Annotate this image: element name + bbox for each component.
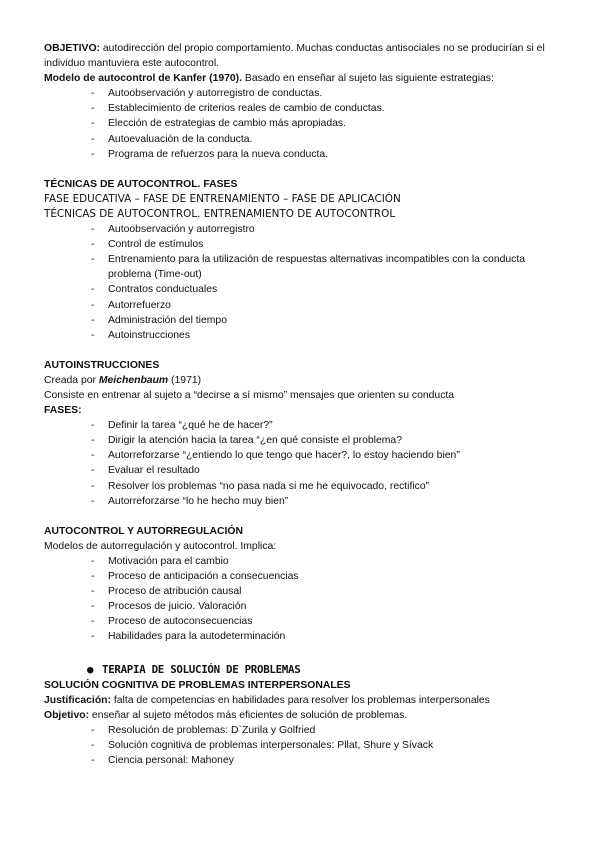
terapia-subheading: SOLUCIÓN COGNITIVA DE PROBLEMAS INTERPERSONALES (44, 679, 351, 691)
justificacion-label: Justificación: (44, 694, 111, 706)
objetivo-label: OBJETIVO: (44, 43, 101, 54)
tecnicas-phases-line: FASE EDUCATIVA – FASE DE ENTRENAMIENTO – FASE DE APLICACIÓN (44, 192, 401, 205)
list-item: - Evaluar el resultado (44, 463, 560, 478)
terapia-list (44, 723, 560, 768)
fases-list (44, 418, 560, 509)
list-item: - Procesos de juicio. Valoración (44, 599, 560, 614)
list-item: - Contratos conductuales (44, 282, 560, 297)
objetivo2-label: Objetivo: (44, 709, 90, 721)
list-item: - Habilidades para la autodeterminación (44, 629, 560, 644)
bullet-icon: ● (87, 663, 94, 677)
list-item: - Dirigir la atención hacia la tarea “¿en qué consiste el problema? (44, 433, 560, 448)
created-year: (1971) (168, 374, 202, 386)
list-item: - Solución cognitiva de problemas interpersonales: Pllat, Shure y Sívack (44, 738, 560, 753)
list-item: - Autoobservación y autorregistro de conductas. (44, 86, 560, 101)
list-item: - Proceso de anticipación a consecuencias (44, 569, 560, 584)
kanfer-paragraph (44, 71, 560, 86)
tecnicas-heading: TÉCNICAS DE AUTOCONTROL. FASES (44, 178, 238, 190)
justificacion-paragraph (44, 693, 560, 708)
justificacion-text: falta de competencias en habilidades para resolver los problemas interpersonales (110, 694, 490, 706)
autocontrol-intro: Modelos de autorregulación y autocontrol. Implica: (44, 540, 277, 552)
terapia-heading-text: TERAPIA DE SOLUCIÓN DE PROBLEMAS (102, 663, 301, 677)
list-item: - Autorreforzarse “¿entiendo lo que tengo que hacer?, lo estoy haciendo bien” (44, 448, 560, 463)
author-name: Meichenbaum (98, 374, 169, 386)
list-item: - Elección de estrategias de cambio más apropiadas. (44, 116, 560, 131)
tecnicas-training-line: TÉCNICAS DE AUTOCONTROL. ENTRENAMIENTO DE AUTOCONTROL (44, 207, 396, 220)
list-item: - Proceso de atribución causal (44, 584, 560, 599)
tecnicas-list (44, 222, 560, 343)
autoinstrucciones-heading: AUTOINSTRUCCIONES (44, 359, 160, 371)
list-item: - Administración del tiempo (44, 313, 560, 328)
autocontrol-heading: AUTOCONTROL Y AUTORREGULACIÓN (44, 525, 243, 537)
kanfer-label: Modelo de autocontrol de Kanfer (1970). (44, 73, 243, 85)
list-item: - Autoevaluación de la conducta. (44, 132, 560, 147)
kanfer-text: Basado en enseñar al sujeto las siguiente estrategias: (242, 73, 494, 85)
list-item: - Autoobservación y autorregistro (44, 222, 560, 237)
fases-label: FASES: (44, 405, 82, 417)
list-item: - Definir la tarea “¿qué he de hacer?” (44, 418, 560, 433)
autoinstrucciones-consists: Consiste en entrenar al sujeto a “decirse a sí mismo” mensajes que orienten su conducta (44, 389, 455, 401)
terapia-heading (44, 662, 560, 677)
objetivo-text: autodirección del propio comportamiento. Muchas conductas antisociales no se producirían si el individuo mantuviera este autocontrol. (44, 43, 545, 70)
created-prefix: Creada por (44, 374, 99, 386)
list-item: - Resolución de problemas: D`Zurila y Golfried (44, 723, 560, 738)
list-item: - Proceso de autoconsecuencias (44, 614, 560, 629)
list-item: - Programa de refuerzos para la nueva conducta. (44, 147, 560, 162)
list-item: - Autorrefuerzo (44, 298, 560, 313)
list-item: - Establecimiento de criterios reales de cambio de conductas. (44, 101, 560, 116)
kanfer-list (44, 86, 560, 161)
list-item: - Control de estímulos (44, 237, 560, 252)
list-item: - Entrenamiento para la utilización de respuestas alternativas incompatibles con la conducta problema (Time-out) (44, 252, 560, 282)
autocontrol-list (44, 554, 560, 645)
list-item: - Resolver los problemas “no pasa nada si me he equivocado, rectifico” (44, 479, 560, 494)
autoinstrucciones-created (44, 373, 560, 388)
list-item: - Autoinstrucciones (44, 328, 560, 343)
objetivo2-text: enseñar al sujeto métodos más eficientes de solución de problemas. (89, 709, 408, 721)
objetivo2-paragraph (44, 708, 560, 723)
list-item: - Autorreforzarse “lo he hecho muy bien” (44, 494, 560, 509)
objetivo-paragraph (44, 41, 560, 71)
list-item: - Ciencia personal: Mahoney (44, 753, 560, 768)
list-item: - Motivación para el cambio (44, 554, 560, 569)
document-page (44, 41, 560, 768)
